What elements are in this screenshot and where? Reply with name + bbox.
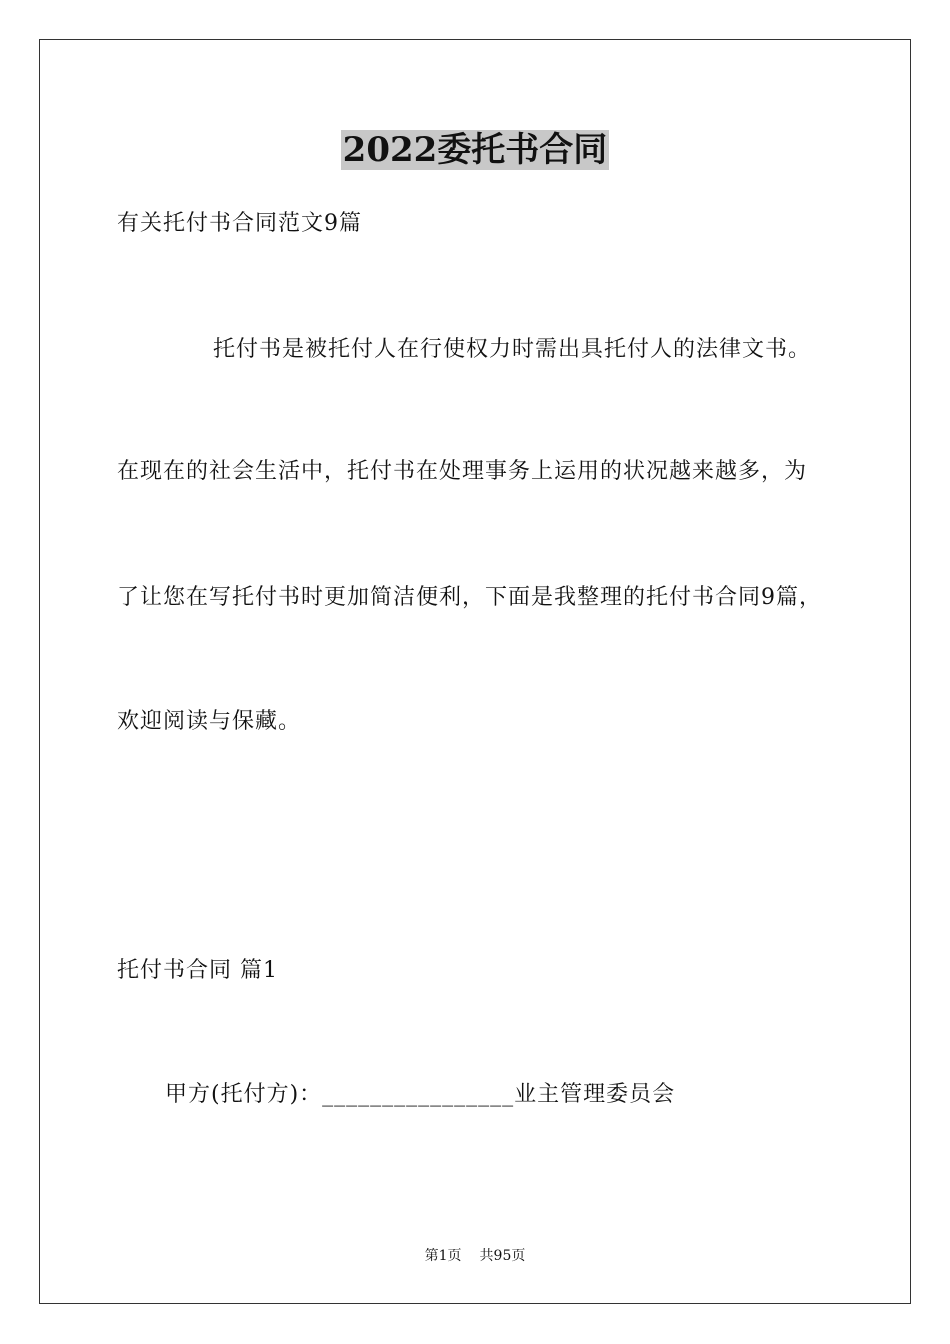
page-number: 第1页 [424,1248,462,1264]
intro-paragraph-line: 了让您在写托付书时更加简洁便利，下面是我整理的托付书合同9篇， [117,585,822,610]
page-total: 共95页 [479,1248,526,1264]
intro-paragraph-line: 欢迎阅读与保藏。 [117,709,302,734]
document-subtitle: 有关托付书合同范文9篇 [117,211,362,236]
intro-paragraph-line: 在现在的社会生活中，托付书在处理事务上运用的状况越来越多，为 [117,459,808,484]
page-footer [0,1246,950,1266]
document-title-text: 2022委托书合同 [342,130,608,170]
intro-paragraph-line: 托付书是被托付人在行使权力时需出具托付人的法律文书。 [213,337,812,362]
section-heading: 托付书合同 篇1 [117,958,278,983]
party-a-line: 甲方(托付方)：________________业主管理委员会 [165,1082,676,1107]
document-title [0,128,950,172]
